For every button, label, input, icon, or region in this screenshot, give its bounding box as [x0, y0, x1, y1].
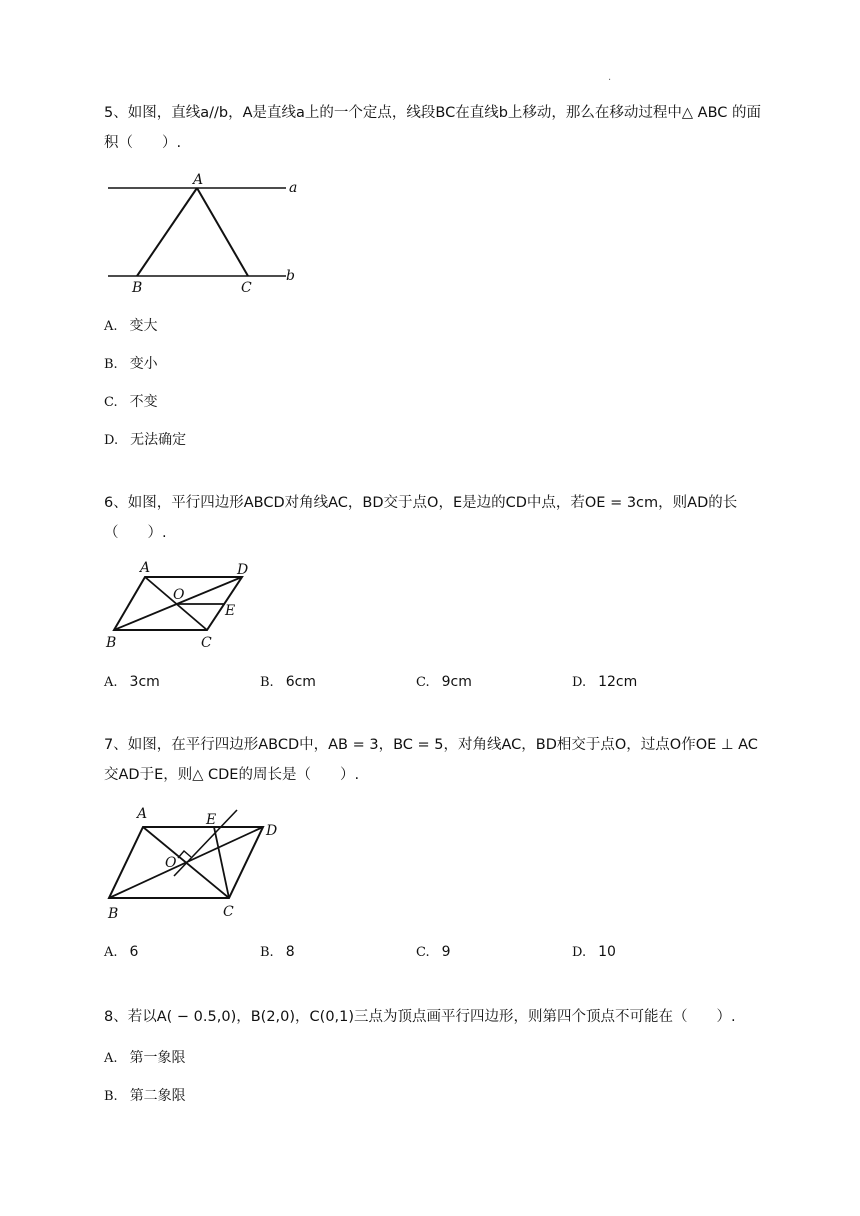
question-6-text: 6、如图，平行四边形ABCD对角线AC，BD交于点O，E是边的CD中点，若OE = 3cm，则AD的长（ ）.: [104, 495, 738, 541]
q6-option-b[interactable]: [260, 674, 316, 690]
option-text: 6cm: [285, 674, 316, 690]
option-label: C.: [416, 675, 430, 690]
q5-option-c[interactable]: [104, 391, 158, 411]
option-label: B.: [104, 357, 118, 372]
option-label: C.: [416, 945, 430, 960]
q8-option-b[interactable]: [104, 1085, 186, 1105]
q6-option-d[interactable]: [572, 674, 637, 690]
label-D: D: [266, 823, 278, 839]
option-label: B.: [260, 945, 274, 960]
option-label: C.: [104, 395, 118, 410]
label-O: O: [165, 855, 177, 871]
option-text: 变大: [129, 318, 158, 334]
q7-option-c[interactable]: [416, 944, 451, 960]
label-E: E: [225, 603, 236, 619]
q5-option-b[interactable]: [104, 353, 158, 373]
option-text: 3cm: [129, 674, 160, 690]
option-text: 9cm: [441, 674, 472, 690]
question-8-text: 8、若以A( − 0.5,0)，B(2,0)，C(0,1)三点为顶点画平行四边形，则第四个顶点不可能在（ ）.: [104, 1009, 736, 1025]
q8-option-a[interactable]: [104, 1047, 186, 1067]
segment-ac: [197, 188, 248, 276]
label-A: A: [140, 560, 151, 576]
segment-ab: [137, 188, 197, 276]
label-A: A: [137, 806, 148, 822]
option-text: 6: [129, 944, 139, 960]
label-C: C: [223, 904, 234, 920]
option-label: B.: [260, 675, 274, 690]
option-text: 第二象限: [129, 1088, 186, 1104]
option-label: D.: [572, 945, 587, 960]
label-B: B: [132, 280, 143, 296]
option-text: 不变: [129, 394, 158, 410]
label-a: a: [289, 180, 298, 196]
question-5-text: 5、如图，直线a//b，A是直线a上的一个定点，线段BC在直线b上移动，那么在移动过程中△ ABC 的面积（ ）.: [104, 105, 762, 151]
option-text: 变小: [129, 356, 158, 372]
label-A: A: [193, 172, 204, 188]
page-dot: .: [608, 72, 612, 83]
label-b: b: [286, 268, 295, 284]
option-text: 10: [598, 944, 616, 960]
label-B: B: [106, 635, 117, 651]
q7-option-d[interactable]: [572, 944, 616, 960]
option-label: D.: [104, 433, 119, 448]
option-label: A.: [104, 319, 118, 334]
question-7-text: 7、如图，在平行四边形ABCD中，AB = 3，BC = 5，对角线AC，BD相交于点O，过点O作OE ⊥ AC交AD于E，则△ CDE的周长是（ ）.: [104, 737, 758, 783]
label-D: D: [237, 562, 249, 578]
label-O: O: [173, 587, 185, 603]
option-label: D.: [572, 675, 587, 690]
q7-option-a[interactable]: [104, 944, 138, 960]
question-6-figure: [104, 558, 264, 654]
option-label: A.: [104, 675, 118, 690]
option-text: 无法确定: [130, 432, 187, 448]
q5-option-a[interactable]: [104, 315, 158, 335]
q6-option-a[interactable]: [104, 674, 160, 690]
label-C: C: [241, 280, 252, 296]
option-label: B.: [104, 1089, 118, 1104]
q5-option-d[interactable]: [104, 429, 186, 449]
q7-option-b[interactable]: [260, 944, 295, 960]
option-label: A.: [104, 945, 118, 960]
label-C: C: [201, 635, 212, 651]
label-B: B: [108, 906, 119, 922]
option-label: A.: [104, 1051, 118, 1066]
option-text: 第一象限: [129, 1050, 186, 1066]
question-5-figure: [104, 170, 304, 298]
option-text: 12cm: [598, 674, 638, 690]
q6-option-c[interactable]: [416, 674, 472, 690]
option-text: 8: [285, 944, 295, 960]
question-7-figure: [104, 800, 289, 925]
option-text: 9: [441, 944, 451, 960]
label-E: E: [206, 812, 217, 828]
